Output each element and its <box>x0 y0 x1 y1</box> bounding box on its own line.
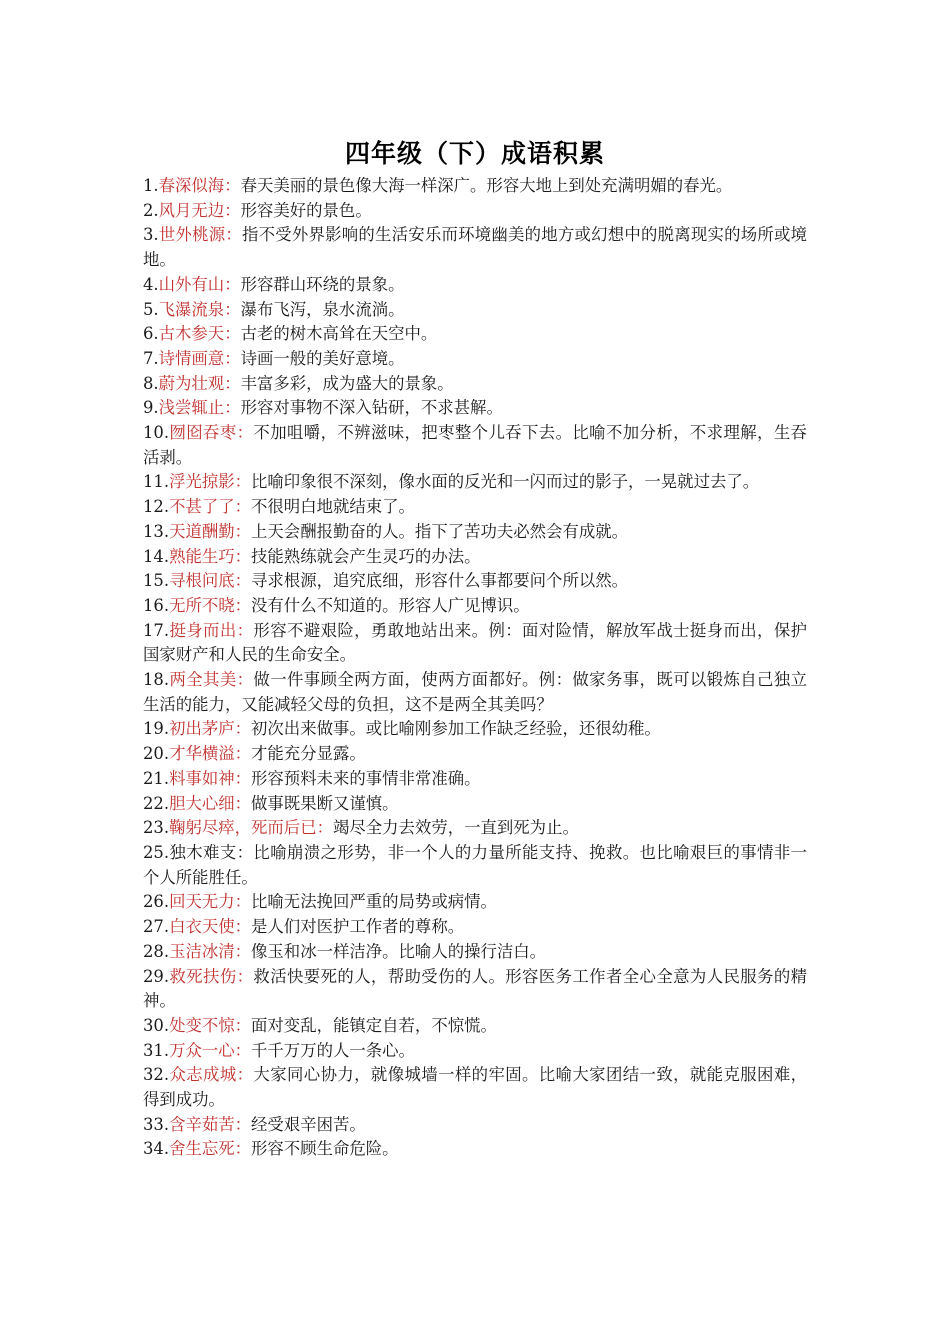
idiom-entry <box>143 767 807 792</box>
idiom-term: 无所不晓： <box>169 595 252 615</box>
idiom-term: 含辛茹苦： <box>169 1114 252 1134</box>
idiom-term: 白衣天使： <box>169 917 252 937</box>
idiom-term: 胆大心细： <box>169 793 252 813</box>
idiom-entry <box>143 915 807 940</box>
idiom-entry <box>143 396 807 421</box>
idiom-definition: 才能充分显露。 <box>251 744 366 764</box>
idiom-term: 寻根问底： <box>169 571 252 591</box>
idiom-entry <box>143 199 807 224</box>
entry-number: 5. <box>143 299 159 319</box>
idiom-term: 囫囵吞枣： <box>169 423 254 443</box>
idiom-term: 玉洁冰清： <box>169 941 252 961</box>
entry-number: 4. <box>143 274 159 294</box>
idiom-entry <box>143 1039 807 1064</box>
idiom-entry <box>143 347 807 372</box>
idiom-entry <box>143 495 807 520</box>
idiom-term: 熟能生巧： <box>169 546 252 566</box>
idiom-term: 山外有山： <box>158 274 241 294</box>
idiom-definition: 像玉和冰一样洁净。比喻人的操行洁白。 <box>251 941 547 961</box>
idiom-term: 料事如神： <box>169 768 252 788</box>
idiom-term: 处变不惊： <box>169 1015 252 1035</box>
idiom-definition: 技能熟练就会产生灵巧的办法。 <box>251 546 481 566</box>
idiom-entry <box>143 545 807 570</box>
idiom-entry <box>143 174 807 199</box>
idiom-definition: 形容对事物不深入钻研，不求甚解。 <box>240 398 503 418</box>
idiom-term: 浮光掠影： <box>169 472 252 492</box>
idiom-term: 两全其美： <box>169 670 254 690</box>
entry-number: 25. <box>143 842 170 862</box>
idiom-entry <box>143 717 807 742</box>
idiom-entry <box>143 569 807 594</box>
entry-number: 31. <box>143 1040 170 1060</box>
idiom-definition: 形容群山环绕的景象。 <box>240 274 405 294</box>
idiom-entry <box>143 322 807 347</box>
idiom-definition: 面对变乱，能镇定自若，不惊慌。 <box>251 1015 497 1035</box>
idiom-definition: 形容不顾生命危险。 <box>251 1139 399 1159</box>
idiom-term: 春深似海： <box>158 176 241 195</box>
idiom-definition: 形容美好的景色。 <box>240 200 372 220</box>
idiom-entry <box>143 668 807 717</box>
idiom-definition: 经受艰辛困苦。 <box>251 1114 366 1134</box>
idiom-definition: 形容预料未来的事情非常准确。 <box>251 768 481 788</box>
entry-number: 9. <box>143 398 159 418</box>
idiom-term: 万众一心： <box>169 1040 252 1060</box>
idiom-definition: 做事既果断又谨慎。 <box>251 793 399 813</box>
idiom-entry <box>143 273 807 298</box>
idiom-term: 天道酬勤： <box>169 521 252 541</box>
entry-number: 30. <box>143 1015 170 1035</box>
idiom-definition: 形容不避艰险，勇敢地站出来。例：面对险情，解放军战士挺身而出，保护国家财产和人民的生命安全。 <box>143 620 808 665</box>
idiom-term: 舍生忘死： <box>169 1139 252 1159</box>
idiom-entry <box>143 619 807 668</box>
page-title: 四年级（下）成语积累 <box>344 139 605 168</box>
idiom-definition: 大家同心协力，就像城墙一样的牢固。比喻大家团结一致，就能克服困难，得到成功。 <box>143 1065 808 1110</box>
entry-number: 8. <box>143 373 159 393</box>
idiom-definition: 是人们对医护工作者的尊称。 <box>251 917 465 937</box>
idiom-definition: 千千万万的人一条心。 <box>251 1040 415 1060</box>
entry-number: 7. <box>143 348 159 368</box>
idiom-entry <box>143 594 807 619</box>
idiom-term: 飞瀑流泉： <box>158 299 241 319</box>
entry-number: 33. <box>143 1114 170 1134</box>
entry-number: 23. <box>143 818 170 838</box>
idiom-entry <box>143 965 807 1014</box>
idiom-term: 不甚了了： <box>169 497 252 517</box>
entry-number: 27. <box>143 917 170 937</box>
idiom-term: 才华横溢： <box>169 744 252 764</box>
entry-number: 26. <box>143 892 170 912</box>
entry-number: 20. <box>143 744 170 764</box>
idiom-definition: 古老的树木高耸在天空中。 <box>240 324 438 344</box>
idiom-entry <box>143 890 807 915</box>
idiom-entry <box>143 1014 807 1039</box>
idiom-term: 浅尝辄止： <box>158 398 241 418</box>
idiom-term: 鞠躬尽瘁，死而后已： <box>169 818 333 838</box>
entry-number: 12. <box>143 497 170 517</box>
entry-number: 32. <box>143 1065 170 1085</box>
idiom-term: 诗情画意： <box>158 348 241 368</box>
idiom-definition: 初次出来做事。或比喻刚参加工作缺乏经验，还很幼稚。 <box>251 719 661 739</box>
idiom-definition: 指不受外界影响的生活安乐而环境幽美的地方或幻想中的脱离现实的场所或境地。 <box>143 225 808 270</box>
entry-number: 1. <box>143 176 159 195</box>
idiom-entry <box>143 1063 807 1112</box>
entry-number: 19. <box>143 719 170 739</box>
idiom-entry <box>143 421 807 470</box>
idiom-entry <box>143 298 807 323</box>
idiom-definition: 诗画一般的美好意境。 <box>240 348 405 368</box>
entry-number: 14. <box>143 546 170 566</box>
idiom-definition: 寻求根源，追究底细，形容什么事都要问个所以然。 <box>251 571 629 591</box>
idiom-entry <box>143 1137 807 1162</box>
idiom-term: 世外桃源： <box>158 225 242 245</box>
entry-number: 18. <box>143 670 170 690</box>
entry-number: 29. <box>143 966 170 986</box>
entry-number: 21. <box>143 768 170 788</box>
entry-number: 3. <box>143 225 159 245</box>
entry-number: 34. <box>143 1139 170 1159</box>
idiom-definition: 没有什么不知道的。形容人广见博识。 <box>251 595 530 615</box>
idiom-definition: 不加咀嚼，不辨滋味，把枣整个儿吞下去。比喻不加分析，不求理解，生吞活剥。 <box>143 423 808 467</box>
idiom-definition: 比喻无法挽回严重的局势或病情。 <box>251 892 497 912</box>
idiom-entry <box>143 520 807 545</box>
idiom-definition: 瀑布飞泻，泉水流淌。 <box>240 299 405 319</box>
idiom-entry <box>143 223 807 272</box>
idiom-list <box>143 174 807 1162</box>
entry-number: 11. <box>143 472 170 492</box>
idiom-term: 独木难支： <box>169 842 254 862</box>
entry-number: 15. <box>143 571 170 591</box>
idiom-term: 众志成城： <box>169 1065 254 1085</box>
idiom-term: 风月无边： <box>158 200 241 220</box>
idiom-definition: 做一件事顾全两方面，使两方面都好。例：做家务事，既可以锻炼自己独立生活的能力，又能减轻父母的负担，这不是两全其美吗？ <box>143 670 808 714</box>
idiom-definition: 丰富多彩，成为盛大的景象。 <box>240 373 454 393</box>
entry-number: 28. <box>143 941 170 961</box>
idiom-entry <box>143 372 807 397</box>
idiom-definition: 上天会酬报勤奋的人。指下了苦功夫必然会有成就。 <box>251 521 629 541</box>
entry-number: 13. <box>143 521 170 541</box>
idiom-entry <box>143 792 807 817</box>
idiom-definition: 比喻印象很不深刻，像水面的反光和一闪而过的影子，一晃就过去了。 <box>251 472 760 492</box>
idiom-entry <box>143 1113 807 1138</box>
idiom-definition: 比喻崩溃之形势，非一个人的力量所能支持、挽救。也比喻艰巨的事情非一个人所能胜任。 <box>143 842 808 887</box>
idiom-term: 古木参天： <box>158 324 241 344</box>
idiom-term: 救死扶伤： <box>169 966 254 986</box>
entry-number: 6. <box>143 324 159 344</box>
idiom-term: 初出茅庐： <box>169 719 252 739</box>
entry-number: 2. <box>143 200 159 220</box>
entry-number: 17. <box>143 620 170 640</box>
idiom-entry <box>143 940 807 965</box>
idiom-term: 挺身而出： <box>169 620 254 640</box>
idiom-entry <box>143 470 807 495</box>
idiom-definition: 春天美丽的景色像大海一样深广。形容大地上到处充满明媚的春光。 <box>240 176 733 195</box>
entry-number: 10. <box>143 423 170 443</box>
entry-number: 16. <box>143 595 170 615</box>
idiom-definition: 救活快要死的人，帮助受伤的人。形容医务工作者全心全意为人民服务的精神。 <box>143 966 808 1011</box>
idiom-entry <box>143 841 807 890</box>
idiom-entry <box>143 816 807 841</box>
idiom-definition: 不很明白地就结束了。 <box>251 497 415 517</box>
idiom-definition: 竭尽全力去效劳，一直到死为止。 <box>332 818 579 838</box>
idiom-entry <box>143 742 807 767</box>
idiom-term: 蔚为壮观： <box>158 373 241 393</box>
idiom-term: 回天无力： <box>169 892 252 912</box>
entry-number: 22. <box>143 793 170 813</box>
